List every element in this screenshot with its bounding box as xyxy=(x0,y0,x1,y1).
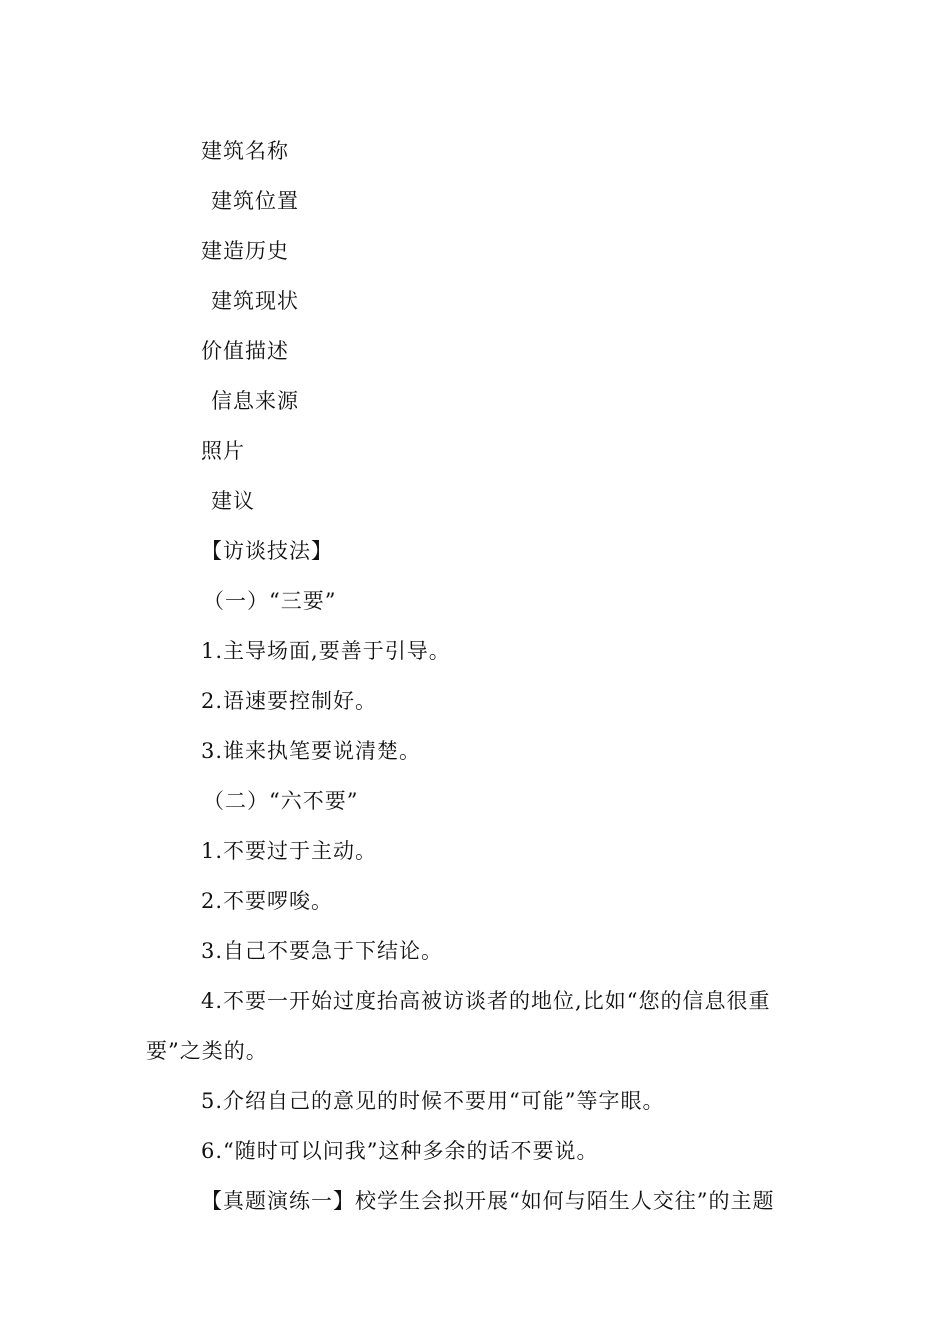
text-line: 价值描述 xyxy=(201,339,289,363)
list-item: 1.不要过于主动。 xyxy=(201,839,378,863)
text-line: 建议 xyxy=(211,489,255,513)
exercise-heading: 【真题演练一】校学生会拟开展“如何与陌生人交往”的主题 xyxy=(201,1189,775,1213)
text-line: 建筑名称 xyxy=(201,139,289,163)
list-item: 5.介绍自己的意见的时候不要用“可能”等字眼。 xyxy=(201,1089,665,1113)
list-item: 3.谁来执笔要说清楚。 xyxy=(201,739,422,763)
text-line: 照片 xyxy=(201,439,245,463)
list-item: 1.主导场面,要善于引导。 xyxy=(201,639,451,663)
list-item-continuation: 要”之类的。 xyxy=(146,1039,268,1063)
subsection-heading: （二）“六不要” xyxy=(203,789,359,813)
text-line: 建筑现状 xyxy=(211,289,299,313)
subsection-heading: （一）“三要” xyxy=(203,589,337,613)
list-item: 3.自己不要急于下结论。 xyxy=(201,939,444,963)
text-line: 信息来源 xyxy=(211,389,299,413)
text-line: 建造历史 xyxy=(201,239,289,263)
section-heading: 【访谈技法】 xyxy=(201,539,333,563)
list-item: 6.“随时可以问我”这种多余的话不要说。 xyxy=(201,1139,599,1163)
list-item: 4.不要一开始过度抬高被访谈者的地位,比如“您的信息很重 xyxy=(201,989,771,1013)
list-item: 2.语速要控制好。 xyxy=(201,689,378,713)
text-line: 建筑位置 xyxy=(211,189,299,213)
list-item: 2.不要啰唆。 xyxy=(201,889,334,913)
